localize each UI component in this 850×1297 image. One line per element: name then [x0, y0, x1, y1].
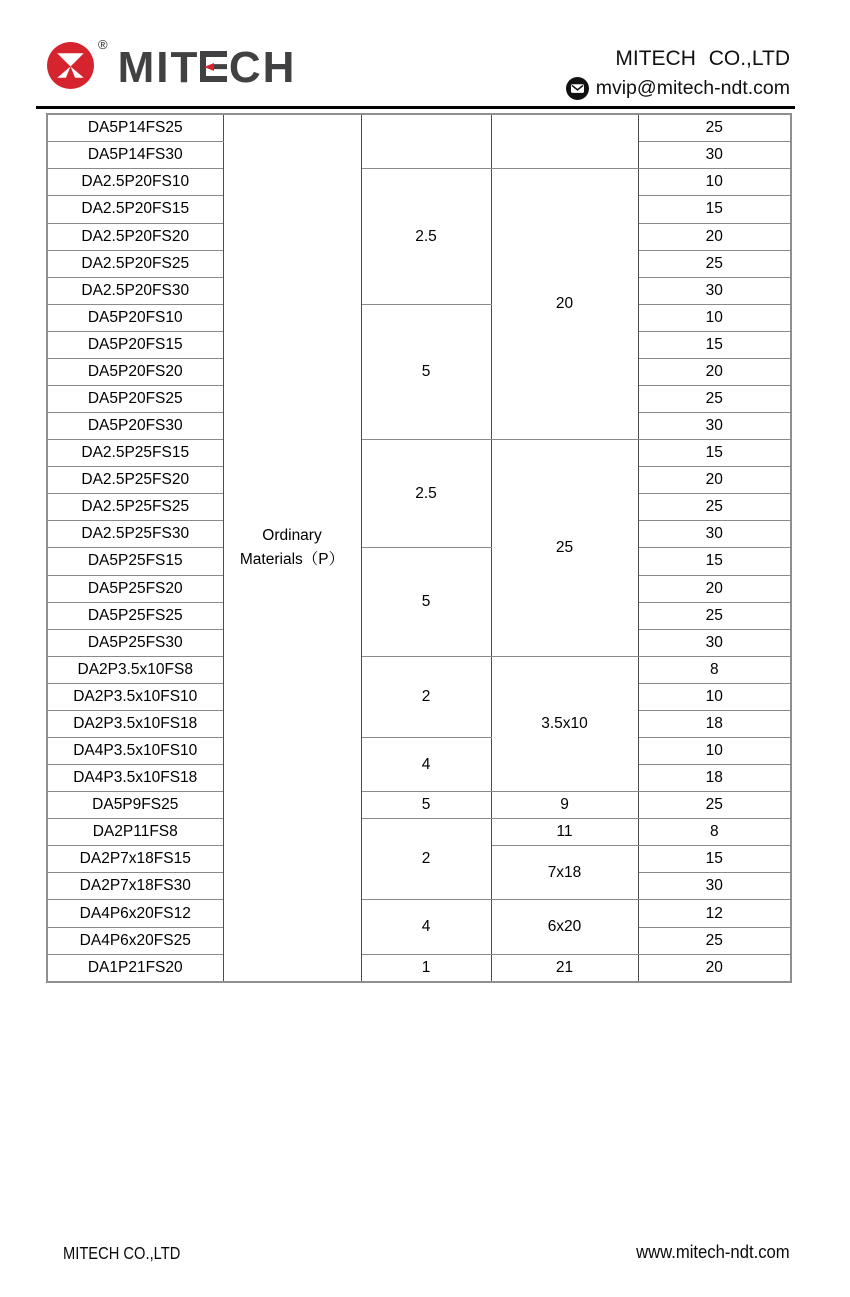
fs-cell: 25	[638, 602, 791, 629]
frequency-cell: 5	[361, 304, 491, 439]
size-cell	[491, 114, 638, 169]
model-cell: DA2.5P20FS10	[47, 169, 223, 196]
header-email-address: mvip@mitech-ndt.com	[595, 77, 790, 99]
fs-cell: 10	[638, 169, 791, 196]
table-row	[47, 738, 791, 765]
size-cell: 3.5x10	[491, 656, 638, 791]
frequency-cell: 1	[361, 954, 491, 982]
model-cell: DA5P14FS30	[47, 142, 223, 169]
frequency-cell: 4	[361, 738, 491, 792]
size-cell: 20	[491, 169, 638, 440]
model-cell: DA5P20FS10	[47, 304, 223, 331]
model-cell: DA5P25FS30	[47, 629, 223, 656]
model-cell: DA2P7x18FS30	[47, 873, 223, 900]
table-row	[47, 169, 791, 196]
table-row	[47, 792, 791, 819]
mitech-wordmark	[118, 45, 297, 91]
fs-cell: 15	[638, 196, 791, 223]
frequency-cell: 4	[361, 900, 491, 954]
material-cell: Ordinary Materials（P）	[223, 114, 361, 982]
wordmark-left: MIT	[117, 43, 200, 92]
fs-cell: 20	[638, 223, 791, 250]
mitech-logo	[45, 37, 297, 92]
model-cell: DA4P6x20FS12	[47, 900, 223, 927]
model-cell: DA2P7x18FS15	[47, 846, 223, 873]
model-cell: DA2P11FS8	[47, 819, 223, 846]
model-cell: DA4P6x20FS25	[47, 927, 223, 954]
model-cell: DA5P20FS25	[47, 385, 223, 412]
fs-cell: 25	[638, 927, 791, 954]
table-row	[47, 440, 791, 467]
model-cell: DA2.5P20FS30	[47, 277, 223, 304]
fs-cell: 25	[638, 792, 791, 819]
header-company-name: MITECH CO.,LTD	[615, 47, 790, 70]
frequency-cell: 5	[361, 792, 491, 819]
fs-cell: 25	[638, 250, 791, 277]
fs-cell: 10	[638, 738, 791, 765]
fs-cell: 15	[638, 331, 791, 358]
fs-cell: 18	[638, 710, 791, 737]
fs-cell: 15	[638, 440, 791, 467]
model-cell: DA1P21FS20	[47, 954, 223, 982]
fs-cell: 20	[638, 575, 791, 602]
frequency-cell: 2	[361, 656, 491, 737]
probe-table-body	[47, 114, 791, 982]
model-cell: DA5P20FS20	[47, 358, 223, 385]
stylized-e-icon	[200, 51, 226, 82]
header-email-row	[566, 77, 790, 100]
frequency-cell	[361, 114, 491, 169]
fs-cell: 30	[638, 873, 791, 900]
model-cell: DA2.5P20FS25	[47, 250, 223, 277]
table-row	[47, 656, 791, 683]
model-cell: DA2P3.5x10FS8	[47, 656, 223, 683]
model-cell: DA2P3.5x10FS18	[47, 710, 223, 737]
wordmark-right: CH	[228, 43, 297, 92]
model-cell: DA4P3.5x10FS18	[47, 765, 223, 792]
frequency-cell: 5	[361, 548, 491, 656]
model-cell: DA5P25FS25	[47, 602, 223, 629]
fs-cell: 20	[638, 358, 791, 385]
fs-cell: 18	[638, 765, 791, 792]
model-cell: DA5P14FS25	[47, 114, 223, 142]
fs-cell: 30	[638, 277, 791, 304]
size-cell: 25	[491, 440, 638, 657]
table-row	[47, 900, 791, 927]
model-cell: DA5P25FS15	[47, 548, 223, 575]
table-row	[47, 819, 791, 846]
fs-cell: 8	[638, 819, 791, 846]
footer-website: www.mitech-ndt.com	[636, 1241, 790, 1262]
frequency-cell: 2.5	[361, 169, 491, 304]
probe-spec-table	[46, 113, 792, 983]
table-row	[47, 954, 791, 982]
fs-cell: 25	[638, 385, 791, 412]
fs-cell: 20	[638, 954, 791, 982]
size-cell: 7x18	[491, 846, 638, 900]
model-cell: DA5P20FS15	[47, 331, 223, 358]
fs-cell: 30	[638, 629, 791, 656]
model-cell: DA2.5P25FS30	[47, 521, 223, 548]
registered-trademark: ®	[98, 37, 108, 52]
table-row	[47, 548, 791, 575]
size-cell: 9	[491, 792, 638, 819]
table-row	[47, 304, 791, 331]
model-cell: DA2P3.5x10FS10	[47, 683, 223, 710]
header-divider	[36, 106, 795, 109]
frequency-cell: 2.5	[361, 440, 491, 548]
fs-cell: 25	[638, 114, 791, 142]
model-cell: DA2.5P25FS15	[47, 440, 223, 467]
fs-cell: 8	[638, 656, 791, 683]
model-cell: DA2.5P25FS25	[47, 494, 223, 521]
fs-cell: 25	[638, 494, 791, 521]
model-cell: DA2.5P25FS20	[47, 467, 223, 494]
model-cell: DA5P25FS20	[47, 575, 223, 602]
fs-cell: 20	[638, 467, 791, 494]
fs-cell: 10	[638, 304, 791, 331]
model-cell: DA2.5P20FS20	[47, 223, 223, 250]
size-cell: 6x20	[491, 900, 638, 954]
model-cell: DA5P9FS25	[47, 792, 223, 819]
model-cell: DA5P20FS30	[47, 413, 223, 440]
size-cell: 11	[491, 819, 638, 846]
mitech-logo-mark-icon	[45, 40, 96, 91]
envelope-icon	[566, 77, 589, 100]
model-cell: DA2.5P20FS15	[47, 196, 223, 223]
fs-cell: 10	[638, 683, 791, 710]
frequency-cell: 2	[361, 819, 491, 900]
fs-cell: 30	[638, 521, 791, 548]
fs-cell: 15	[638, 846, 791, 873]
footer-company-name: MITECH CO.,LTD	[63, 1243, 181, 1263]
model-cell: DA4P3.5x10FS10	[47, 738, 223, 765]
table-row	[47, 114, 791, 142]
fs-cell: 30	[638, 142, 791, 169]
size-cell: 21	[491, 954, 638, 982]
fs-cell: 12	[638, 900, 791, 927]
fs-cell: 15	[638, 548, 791, 575]
fs-cell: 30	[638, 413, 791, 440]
